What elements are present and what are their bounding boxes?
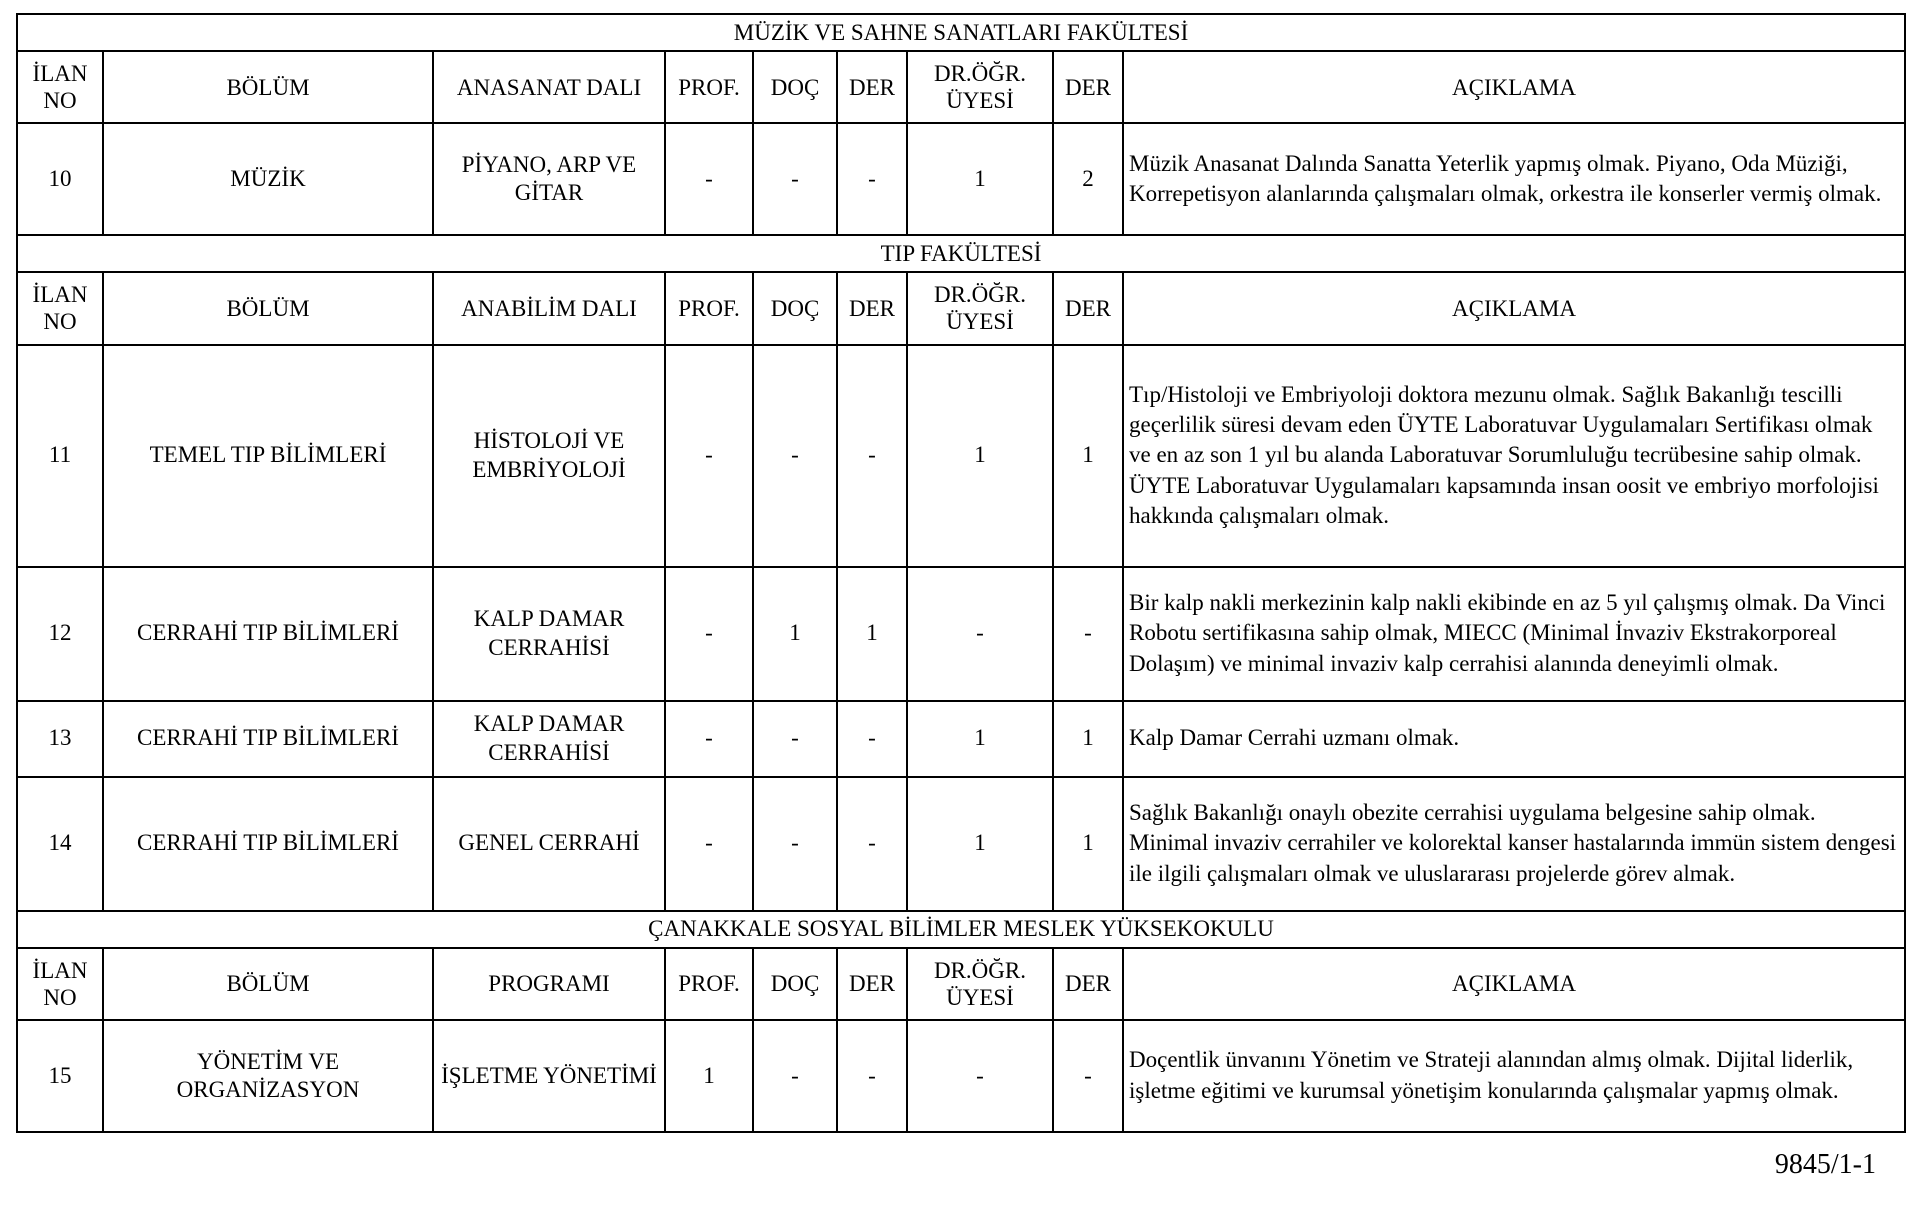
column-header-anasanat-dali: ANASANAT DALI [433, 51, 665, 123]
cell-der-1: - [837, 123, 907, 235]
cell-der-2: - [1053, 1020, 1123, 1132]
column-header-ilan-no: İLAN NO [17, 948, 103, 1020]
table-row [17, 345, 1905, 567]
section-title-music-faculty: MÜZİK VE SAHNE SANATLARI FAKÜLTESİ [17, 14, 1905, 51]
column-header-dr-ogr-uyesi: DR.ÖĞR. ÜYESİ [907, 51, 1053, 123]
column-header-aciklama: AÇIKLAMA [1123, 272, 1905, 344]
cell-ilan-no: 13 [17, 701, 103, 777]
table-row [17, 235, 1905, 272]
table-row [17, 1020, 1905, 1132]
cell-doc: - [753, 701, 837, 777]
cell-doc: - [753, 345, 837, 567]
cell-dr-ogr-uyesi: 1 [907, 123, 1053, 235]
column-header-doc: DOÇ [753, 51, 837, 123]
cell-dr-ogr-uyesi: 1 [907, 777, 1053, 911]
gazette-reference-number: 9845/1-1 [1774, 1148, 1876, 1180]
cell-prof: - [665, 567, 753, 701]
cell-aciklama: Doçentlik ünvanını Yönetim ve Strateji alanından almış olmak. Dijital liderlik, işletme eğitimi ve kurumsal yönetişim konularında çalışmalar yapmış olmak. [1123, 1020, 1905, 1132]
column-header-doc: DOÇ [753, 948, 837, 1020]
cell-aciklama: Bir kalp nakli merkezinin kalp nakli ekibinde en az 5 yıl çalışmış olmak. Da Vinci Robotu sertifikasına sahip olmak, MIECC (Minimal İnvaziv Ekstrakorporeal Dolaşım) ve minimal invaziv kalp cerrahisi alanında deneyimli olmak. [1123, 567, 1905, 701]
section-title-medicine-faculty: TIP FAKÜLTESİ [17, 235, 1905, 272]
cell-dr-ogr-uyesi: - [907, 567, 1053, 701]
cell-bolum: CERRAHİ TIP BİLİMLERİ [103, 567, 433, 701]
cell-der-1: 1 [837, 567, 907, 701]
cell-anabilim-dali: KALP DAMAR CERRAHİSİ [433, 701, 665, 777]
column-header-dr-ogr-uyesi: DR.ÖĞR. ÜYESİ [907, 948, 1053, 1020]
column-header-dr-ogr-uyesi: DR.ÖĞR. ÜYESİ [907, 272, 1053, 344]
column-header-prof: PROF. [665, 51, 753, 123]
cell-der-2: 1 [1053, 701, 1123, 777]
cell-anasanat-dali: PİYANO, ARP VE GİTAR [433, 123, 665, 235]
cell-ilan-no: 11 [17, 345, 103, 567]
column-header-der-2: DER [1053, 272, 1123, 344]
column-header-aciklama: AÇIKLAMA [1123, 948, 1905, 1020]
cell-doc: - [753, 777, 837, 911]
cell-anabilim-dali: KALP DAMAR CERRAHİSİ [433, 567, 665, 701]
column-header-der-2: DER [1053, 51, 1123, 123]
cell-bolum: TEMEL TIP BİLİMLERİ [103, 345, 433, 567]
cell-anabilim-dali: GENEL CERRAHİ [433, 777, 665, 911]
table-row [17, 14, 1905, 51]
column-header-aciklama: AÇIKLAMA [1123, 51, 1905, 123]
table-row [17, 777, 1905, 911]
column-header-prof: PROF. [665, 948, 753, 1020]
column-header-doc: DOÇ [753, 272, 837, 344]
column-header-ilan-no: İLAN NO [17, 272, 103, 344]
cell-der-1: - [837, 345, 907, 567]
cell-prof: - [665, 123, 753, 235]
cell-der-1: - [837, 777, 907, 911]
table-row [17, 701, 1905, 777]
table-row [17, 911, 1905, 948]
cell-ilan-no: 10 [17, 123, 103, 235]
column-header-programi: PROGRAMI [433, 948, 665, 1020]
cell-bolum: CERRAHİ TIP BİLİMLERİ [103, 701, 433, 777]
cell-der-2: - [1053, 567, 1123, 701]
column-header-der-1: DER [837, 948, 907, 1020]
cell-doc: - [753, 1020, 837, 1132]
column-header-bolum: BÖLÜM [103, 948, 433, 1020]
cell-dr-ogr-uyesi: 1 [907, 701, 1053, 777]
cell-der-2: 1 [1053, 777, 1123, 911]
table-row [17, 123, 1905, 235]
cell-programi: İŞLETME YÖNETİMİ [433, 1020, 665, 1132]
cell-aciklama: Müzik Anasanat Dalında Sanatta Yeterlik yapmış olmak. Piyano, Oda Müziği, Korrepetisyon alanlarında çalışmaları olmak, orkestra ile konserler vermiş olmak. [1123, 123, 1905, 235]
cell-prof: 1 [665, 1020, 753, 1132]
cell-bolum: YÖNETİM VE ORGANİZASYON [103, 1020, 433, 1132]
cell-der-1: - [837, 701, 907, 777]
column-header-bolum: BÖLÜM [103, 51, 433, 123]
cell-prof: - [665, 777, 753, 911]
cell-bolum: CERRAHİ TIP BİLİMLERİ [103, 777, 433, 911]
cell-doc: - [753, 123, 837, 235]
cell-der-2: 2 [1053, 123, 1123, 235]
faculty-positions-table [16, 13, 1906, 1133]
cell-dr-ogr-uyesi: 1 [907, 345, 1053, 567]
column-header-prof: PROF. [665, 272, 753, 344]
cell-ilan-no: 14 [17, 777, 103, 911]
table-row [17, 272, 1905, 344]
cell-anabilim-dali: HİSTOLOJİ VE EMBRİYOLOJİ [433, 345, 665, 567]
cell-dr-ogr-uyesi: - [907, 1020, 1053, 1132]
cell-aciklama: Kalp Damar Cerrahi uzmanı olmak. [1123, 701, 1905, 777]
table-row [17, 948, 1905, 1020]
column-header-anabilim-dali: ANABİLİM DALI [433, 272, 665, 344]
cell-ilan-no: 12 [17, 567, 103, 701]
section-title-vocational-school: ÇANAKKALE SOSYAL BİLİMLER MESLEK YÜKSEKOKULU [17, 911, 1905, 948]
cell-prof: - [665, 701, 753, 777]
cell-aciklama: Tıp/Histoloji ve Embriyoloji doktora mezunu olmak. Sağlık Bakanlığı tescilli geçerlilik süresi devam eden ÜYTE Laboratuvar Uygulamaları Sertifikası olmak ve en az son 1 yıl bu alanda Laboratuvar Sorumluluğu tecrübesine sahip olmak. ÜYTE Laboratuvar Uygulamaları kapsamında insan oosit ve embriyo morfolojisi hakkında çalışmaları olmak. [1123, 345, 1905, 567]
table-row [17, 567, 1905, 701]
column-header-der-1: DER [837, 51, 907, 123]
column-header-der-2: DER [1053, 948, 1123, 1020]
column-header-der-1: DER [837, 272, 907, 344]
cell-der-2: 1 [1053, 345, 1123, 567]
cell-ilan-no: 15 [17, 1020, 103, 1132]
table-row [17, 51, 1905, 123]
column-header-ilan-no: İLAN NO [17, 51, 103, 123]
cell-der-1: - [837, 1020, 907, 1132]
cell-bolum: MÜZİK [103, 123, 433, 235]
column-header-bolum: BÖLÜM [103, 272, 433, 344]
cell-prof: - [665, 345, 753, 567]
cell-aciklama: Sağlık Bakanlığı onaylı obezite cerrahisi uygulama belgesine sahip olmak. Minimal invaziv cerrahiler ve kolorektal kanser hastalarında immün sistem dengesi ile ilgili çalışmaları olmak ve uluslararası projelerde görev almak. [1123, 777, 1905, 911]
cell-doc: 1 [753, 567, 837, 701]
